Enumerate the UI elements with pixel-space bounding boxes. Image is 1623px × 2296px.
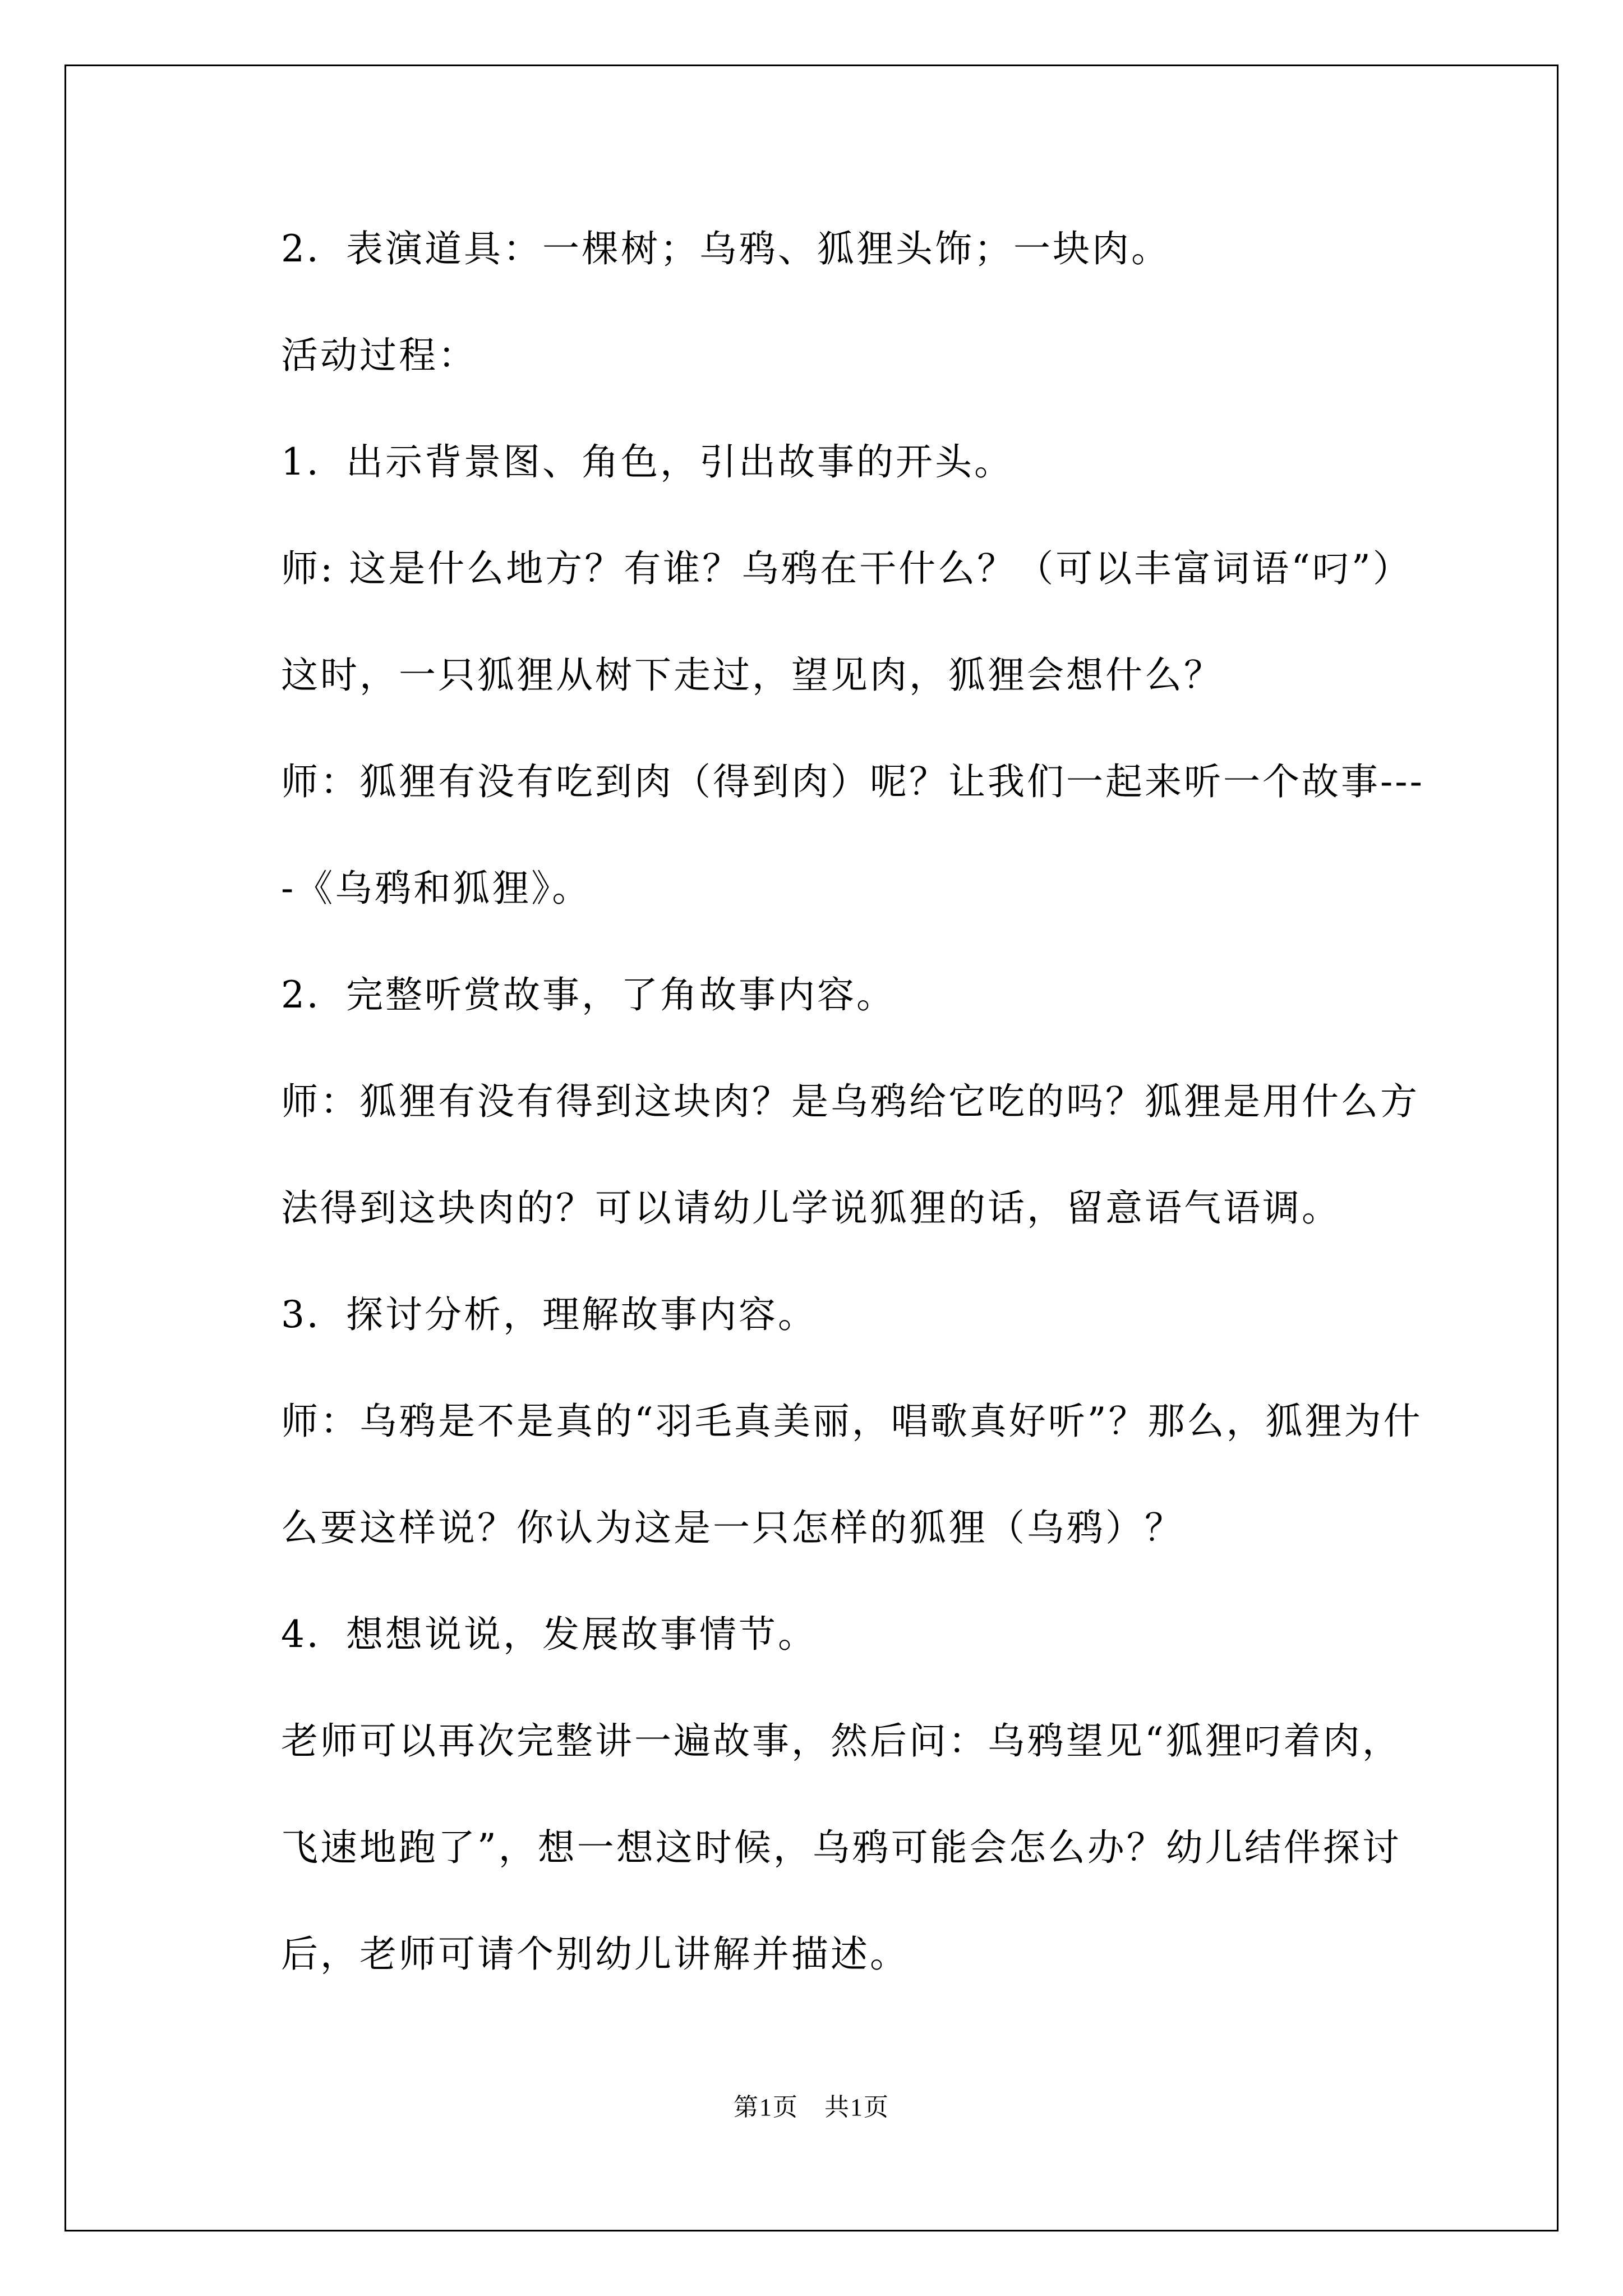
document-body (199, 222, 1427, 2034)
paragraph-teacher-question-3: 师：狐狸有没有得到这块肉？是乌鸦给它吃的吗？狐狸是用什么方法得到这块肉的？可以请幼儿学说狐狸的话，留意语气语调。 (281, 1080, 1419, 1230)
paragraph-step-3: 3．探讨分析，理解故事内容。 (281, 1293, 817, 1336)
page-footer: 第1页 共1页 (734, 2093, 889, 2121)
paragraph-step-1: 1．出示背景图、角色，引出故事的开头。 (281, 440, 1013, 484)
paragraph-step-4: 4．想想说说，发展故事情节。 (281, 1613, 817, 1656)
paragraph-process-heading: 活动过程： (281, 334, 477, 377)
paragraph-teacher-question-4: 师：乌鸦是不是真的“羽毛真美丽，唱歌真好听”？那么，狐狸为什么要这样说？你认为这是一只怎样的狐狸（乌鸦）？ (281, 1400, 1423, 1549)
paragraph-step-2: 2．完整听赏故事，了角故事内容。 (281, 973, 896, 1016)
paragraph-teacher-question-1: 师: 这是什么地方？有谁？乌鸦在干什么？（可以丰富词语“叼”）这时，一只狐狸从树下走过，望见肉，狐狸会想什么？ (281, 547, 1412, 697)
paragraph-props: 2．表演道具：一棵树；乌鸦、狐狸头饰；一块肉。 (281, 227, 1170, 270)
paragraph-teacher-question-2: 师：狐狸有没有吃到肉（得到肉）呢？让我们一起来听一个故事----《乌鸦和狐狸》。 (281, 760, 1424, 910)
paragraph-teacher-retell: 老师可以再次完整讲一遍故事，然后问：乌鸦望见“狐狸叼着肉，飞速地跑了”，想一想这时候，乌鸦可能会怎么办？幼儿结伴探讨后，老师可请个别幼儿讲解并描述。 (281, 1719, 1401, 1976)
